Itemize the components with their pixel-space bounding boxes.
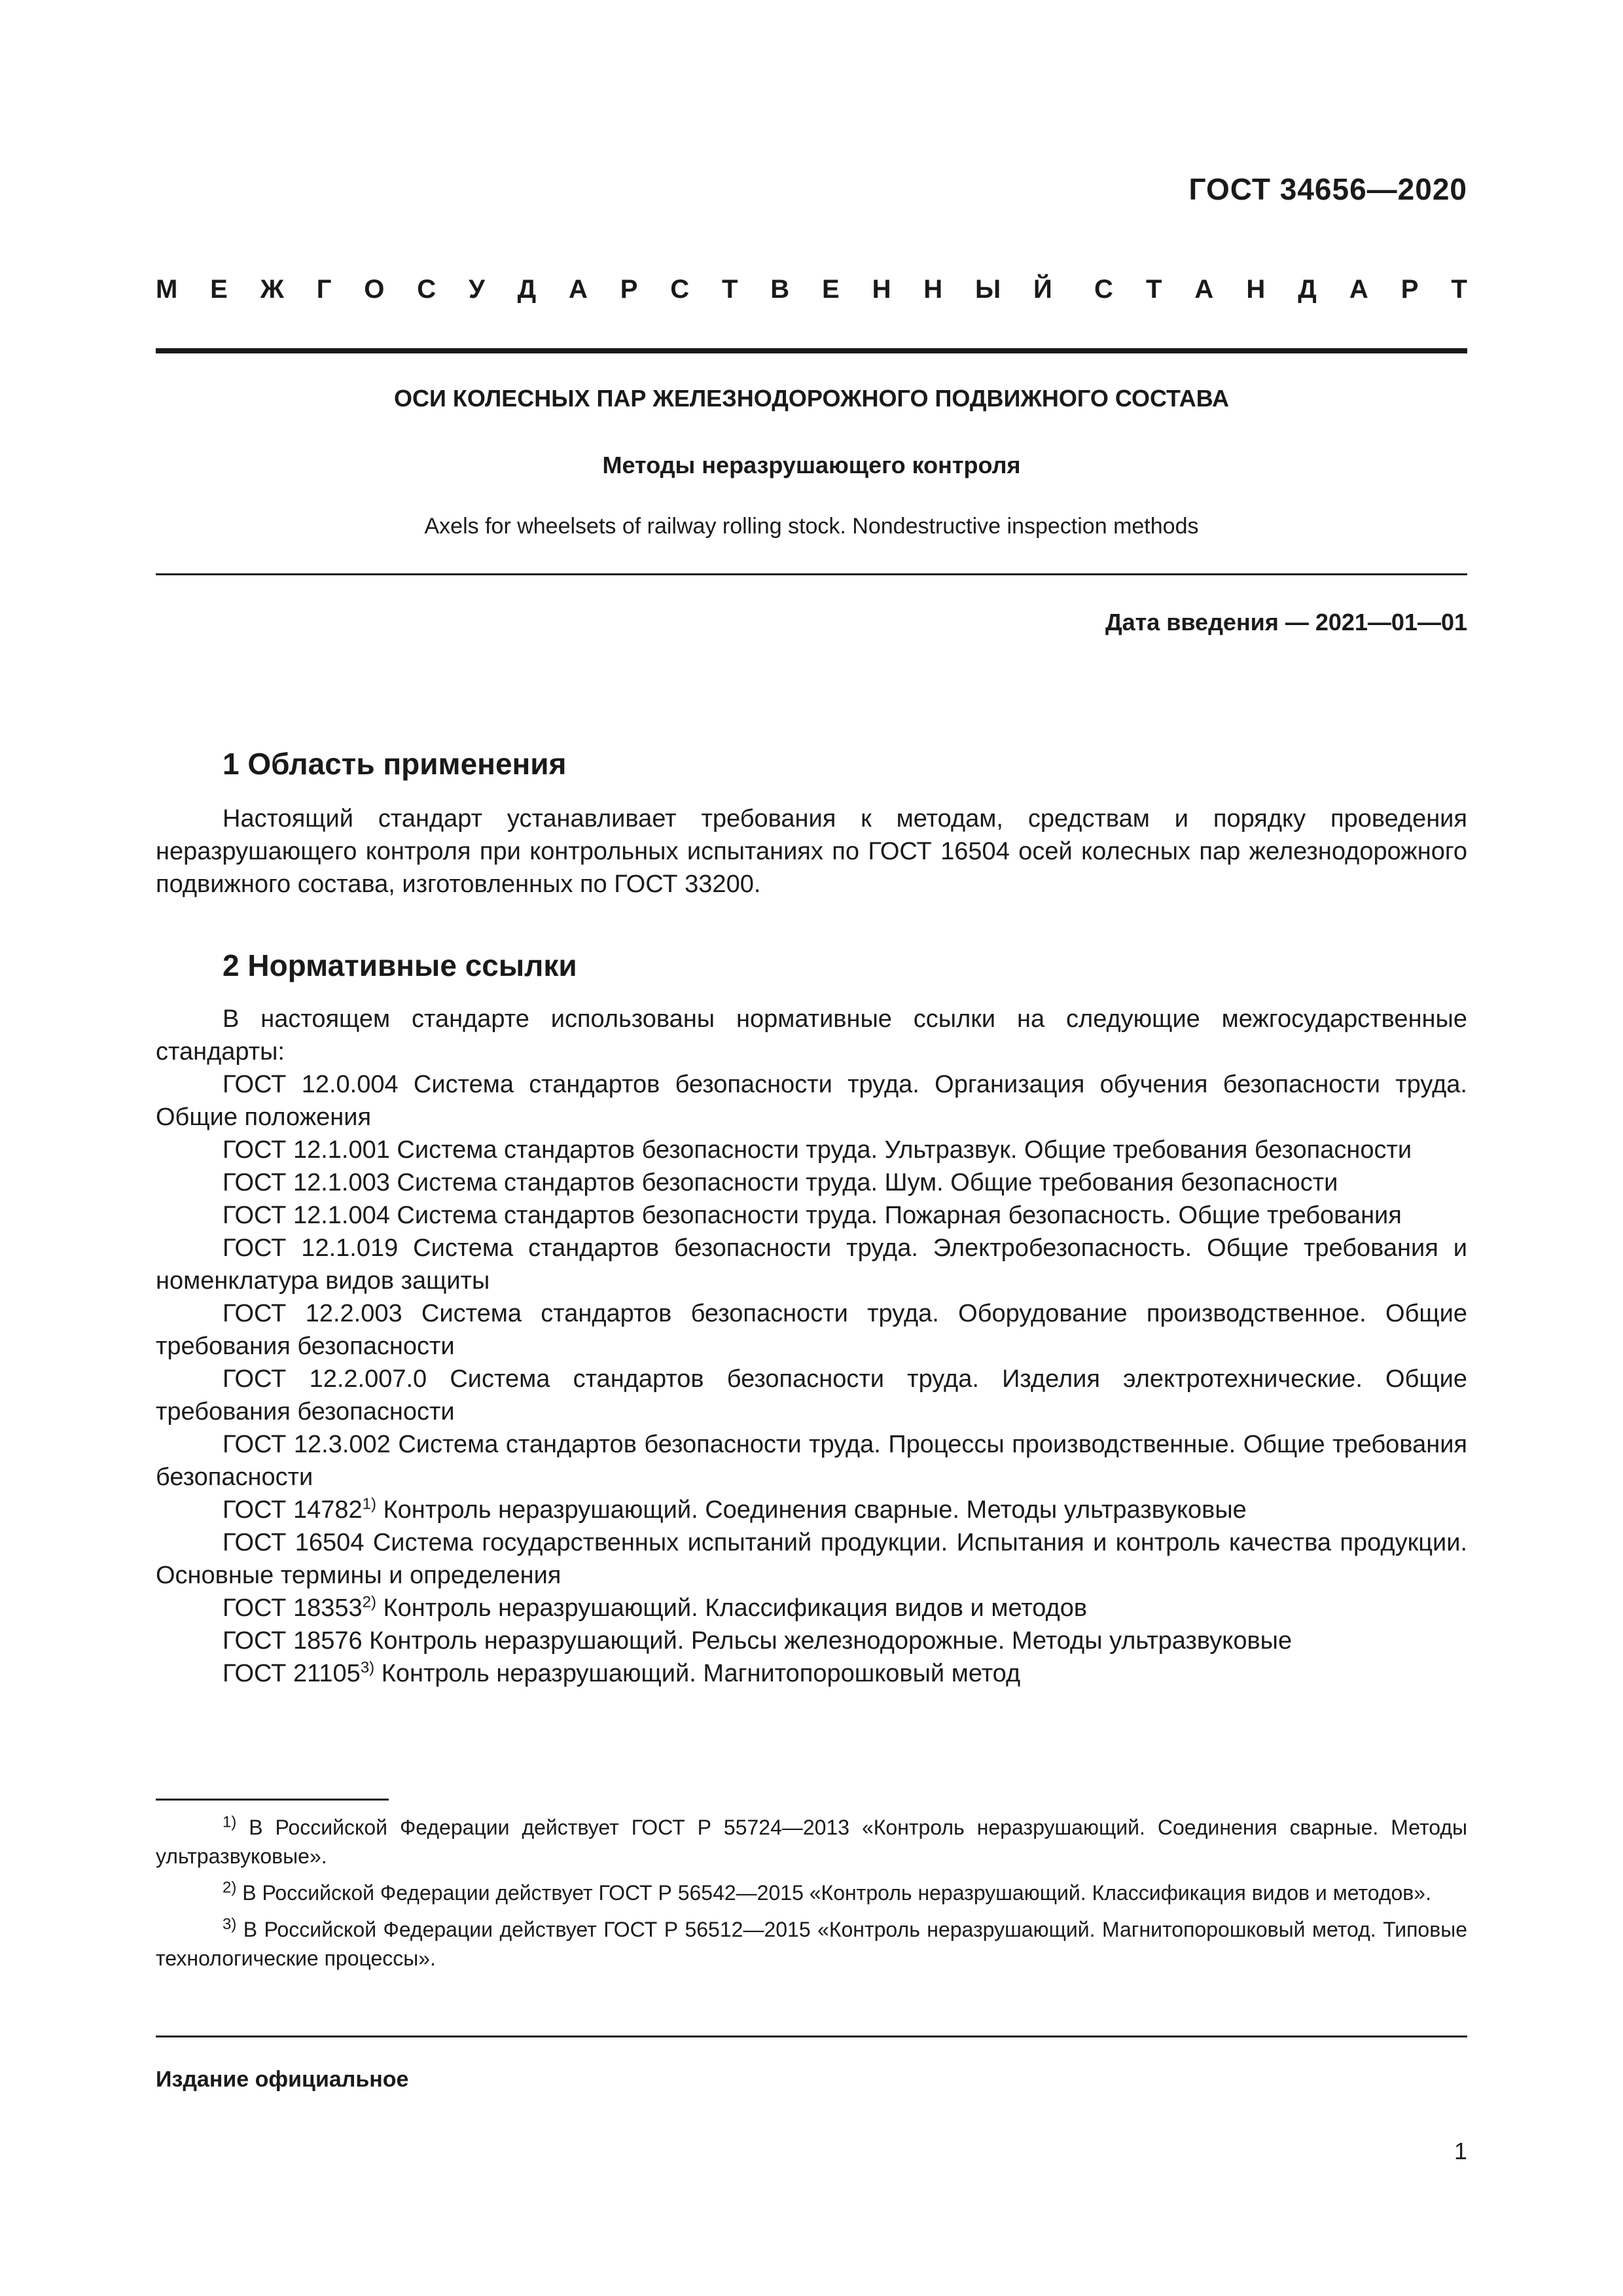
reference-title: Система стандартов безопасности труда. Пожарная безопасность. Общие требования [389, 1202, 1402, 1229]
section-1-paragraph: Настоящий стандарт устанавливает требования к методам, средствам и порядку проведения неразрушающего контроля при контрольных испытаниях по ГОСТ 16504 осей колесных пар железнодорожного подвижного состава, изготовленных по ГОСТ 33200. [156, 805, 1467, 898]
normative-reference-item [156, 1232, 1467, 1297]
normative-reference-item [156, 1166, 1467, 1199]
reference-title: Контроль неразрушающий. Рельсы железнодорожные. Методы ультразвуковые [362, 1627, 1293, 1655]
reference-code: ГОСТ 12.1.003 [223, 1169, 390, 1196]
section-1-heading: 1 Область применения [223, 747, 567, 781]
reference-code: ГОСТ 14782 [223, 1496, 363, 1524]
footnote-item [156, 1878, 1467, 1907]
normative-reference-item [156, 1494, 1467, 1526]
normative-reference-item [156, 1657, 1467, 1690]
footnote-reference-mark: 3) [360, 1659, 375, 1677]
reference-code: ГОСТ 12.1.004 [223, 1202, 390, 1229]
standard-designation: ГОСТ 34656—2020 [1188, 172, 1467, 206]
normative-reference-item [156, 1199, 1467, 1232]
edition-label: Издание официальное [156, 2067, 409, 2092]
normative-reference-item [156, 1297, 1467, 1363]
footnote-text: В Российской Федерации действует ГОСТ Р 55724—2013 «Контроль неразрушающий. Соединения сварные. Методы ультразвуковые». [156, 1816, 1467, 1868]
footnote-item [156, 1813, 1467, 1871]
reference-title: Система стандартов безопасности труда. Организация обучения безопасности труда. Общие положения [156, 1071, 1467, 1131]
footer-rule [156, 2036, 1467, 2037]
normative-reference-item [156, 1363, 1467, 1428]
footnote-text: В Российской Федерации действует ГОСТ Р 56542—2015 «Контроль неразрушающий. Классификация видов и методов». [236, 1881, 1431, 1905]
introduction-date: Дата введения — 2021—01—01 [1105, 609, 1467, 636]
reference-code: ГОСТ 12.0.004 [223, 1071, 399, 1098]
normative-reference-item [156, 1428, 1467, 1494]
reference-code: ГОСТ 12.1.001 [223, 1136, 390, 1164]
standard-type-word2: С Т А Н Д А Р Т [1094, 275, 1467, 304]
footnotes [156, 1813, 1467, 1981]
reference-code: ГОСТ 18576 [223, 1627, 363, 1655]
reference-code: ГОСТ 12.3.002 [223, 1431, 391, 1458]
reference-code: ГОСТ 12.2.007.0 [223, 1365, 427, 1393]
reference-title: Система стандартов безопасности труда. Оборудование производственное. Общие требования безопасности [156, 1300, 1467, 1360]
reference-title: Контроль неразрушающий. Соединения сварные. Методы ультразвуковые [376, 1496, 1247, 1524]
footnote-separator [156, 1799, 389, 1801]
footnote-mark: 1) [223, 1813, 237, 1831]
section-1-body [156, 802, 1467, 901]
document-title: ОСИ КОЛЕСНЫХ ПАР ЖЕЛЕЗНОДОРОЖНОГО ПОДВИЖНОГО СОСТАВА [394, 385, 1229, 412]
reference-title: Система государственных испытаний продукции. Испытания и контроль качества продукции. Основные термины и определения [156, 1529, 1467, 1589]
document-title-english: Axels for wheelsets of railway rolling stock. Nondestructive inspection methods [424, 514, 1199, 539]
header-rule [156, 348, 1467, 353]
reference-title: Контроль неразрушающий. Классификация видов и методов [376, 1594, 1088, 1622]
reference-code: ГОСТ 12.1.019 [223, 1234, 399, 1262]
normative-reference-item [156, 1592, 1467, 1624]
title-rule [156, 573, 1467, 575]
document-subtitle: Методы неразрушающего контроля [602, 452, 1021, 478]
normative-reference-item [156, 1134, 1467, 1166]
reference-title: Система стандартов безопасности труда. Шум. Общие требования безопасности [389, 1169, 1338, 1196]
reference-code: ГОСТ 18353 [223, 1594, 363, 1622]
reference-title: Система стандартов безопасности труда. Процессы производственные. Общие требования безопасности [156, 1431, 1467, 1491]
section-2-heading: 2 Нормативные ссылки [223, 948, 577, 982]
footnote-mark: 3) [223, 1915, 237, 1933]
normative-reference-item [156, 1068, 1467, 1134]
reference-code: ГОСТ 12.2.003 [223, 1300, 402, 1327]
reference-code: ГОСТ 21105 [223, 1660, 361, 1687]
standard-type-word1: М Е Ж Г О С У Д А Р С Т В Е Н Н Ы Й [156, 275, 1052, 304]
normative-references-list [156, 1068, 1467, 1690]
reference-title: Контроль неразрушающий. Магнитопорошковый метод [374, 1660, 1021, 1687]
normative-reference-item [156, 1624, 1467, 1657]
footnote-reference-mark: 2) [362, 1593, 376, 1611]
reference-title: Система стандартов безопасности труда. Изделия электротехнические. Общие требования безопасности [156, 1365, 1468, 1426]
reference-title: Система стандартов безопасности труда. Электробезопасность. Общие требования и номенклатура видов защиты [156, 1234, 1467, 1295]
footnote-mark: 2) [223, 1878, 237, 1897]
normative-reference-item [156, 1526, 1467, 1592]
section-2-body [156, 1003, 1467, 1690]
footnote-text: В Российской Федерации действует ГОСТ Р 56512—2015 «Контроль неразрушающий. Магнитопорошковый метод. Типовые технологические процессы». [156, 1918, 1467, 1970]
footnote-reference-mark: 1) [362, 1495, 376, 1513]
section-2-intro: В настоящем стандарте использованы нормативные ссылки на следующие межгосударственные стандарты: [156, 1005, 1467, 1066]
standard-type-heading [156, 275, 1467, 304]
page-number: 1 [1454, 2138, 1467, 2164]
reference-code: ГОСТ 16504 [223, 1529, 365, 1556]
footnote-item [156, 1915, 1467, 1973]
reference-title: Система стандартов безопасности труда. Ультразвук. Общие требования безопасности [389, 1136, 1412, 1164]
